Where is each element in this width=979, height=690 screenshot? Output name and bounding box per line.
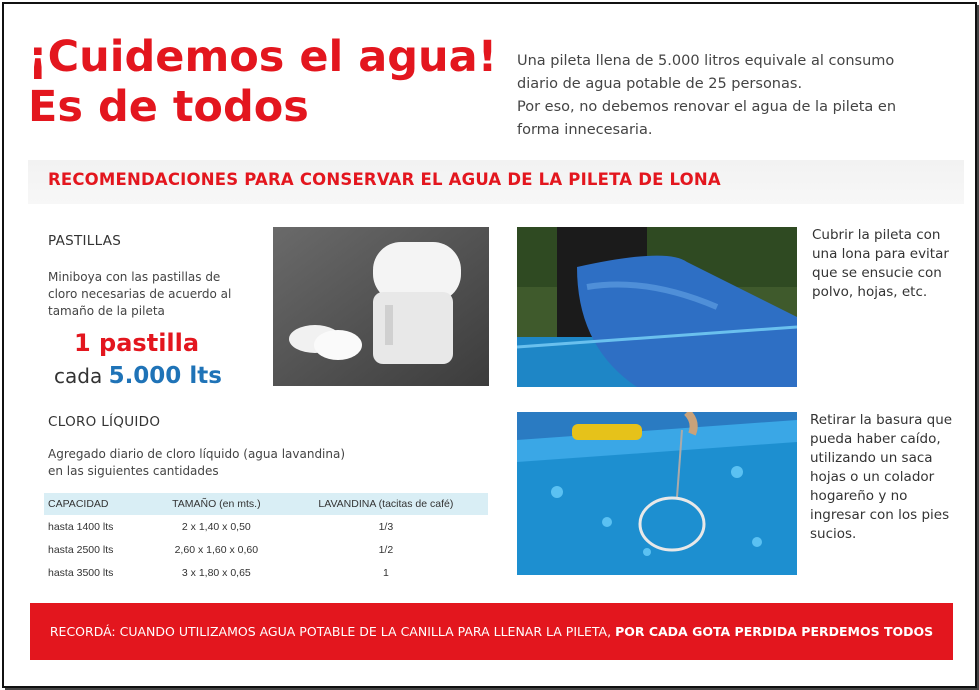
trash-line: hojas o un colador [810, 469, 935, 485]
reminder-normal: RECORDÁ: CUANDO UTILIZAMOS AGUA POTABLE DE LA CANILLA PARA LLENAR LA PILETA, [49, 624, 612, 639]
trash-line: Retirar la basura que [810, 412, 953, 428]
trash-instructions [810, 411, 952, 544]
trash-line: sucios. [810, 526, 857, 542]
col-tamano: TAMAÑO (en mts.) [149, 493, 284, 515]
intro-line: Por eso, no debemos renovar el agua de la pileta en [517, 99, 897, 115]
pastillas-desc-line: cloro necesarias de acuerdo al [48, 287, 232, 301]
trash-line: pueda haber caído, [810, 431, 941, 447]
col-lavandina: LAVANDINA (tacitas de café) [284, 493, 488, 515]
trash-line: utilizando un saca [810, 450, 933, 466]
trash-line: ingresar con los pies [810, 507, 950, 523]
table-cell: hasta 2500 lts [48, 543, 114, 556]
intro-line: diario de agua potable de 25 personas. [517, 76, 803, 92]
cover-line: polvo, hojas, etc. [812, 284, 928, 300]
cover-instructions [812, 226, 949, 302]
amount-value: 5.000 lts [108, 363, 222, 389]
cloro-heading: CLORO LÍQUIDO [48, 414, 161, 430]
table-cell: 1 [382, 566, 389, 579]
cover-pool-photo [517, 227, 797, 387]
cloro-desc-line: Agregado diario de cloro líquido (agua lavandina) [48, 447, 346, 461]
cloro-description [48, 446, 345, 480]
table-cell: 3 x 1,80 x 0,65 [181, 566, 251, 579]
pastillas-desc-line: tamaño de la pileta [48, 304, 165, 318]
skimmer-pool-photo [517, 412, 797, 575]
pastilla-amount [54, 363, 222, 389]
table-header-row [44, 493, 488, 515]
pastillas-desc-line: Miniboya con las pastillas de [48, 270, 221, 284]
table-cell: hasta 1400 lts [48, 520, 114, 533]
table-row [44, 515, 488, 538]
reminder-bold: POR CADA GOTA PERDIDA PERDEMOS TODOS [615, 624, 934, 639]
cada-label: cada [54, 364, 103, 388]
trash-line: hogareño y no [810, 488, 908, 504]
table-cell: 2,60 x 1,60 x 0,60 [174, 543, 259, 556]
title-line-1: ¡Cuidemos el agua! [28, 32, 498, 82]
table-row [44, 538, 488, 561]
intro-line: forma innecesaria. [517, 122, 653, 138]
cover-line: una lona para evitar [812, 246, 949, 262]
intro-text [517, 50, 957, 142]
page-title [28, 32, 497, 132]
table-cell: 1/2 [378, 543, 394, 556]
table-cell: 2 x 1,40 x 0,50 [181, 520, 251, 533]
recommendations-title: RECOMENDACIONES PARA CONSERVAR EL AGUA DE LA PILETA DE LONA [48, 170, 721, 189]
pastilla-highlight: 1 pastilla [74, 329, 200, 357]
cover-line: Cubrir la pileta con [812, 227, 941, 243]
pastillas-description [48, 269, 231, 320]
reminder-banner [30, 603, 953, 660]
table-cell: hasta 3500 lts [48, 566, 114, 579]
pastillas-heading: PASTILLAS [48, 233, 122, 249]
table-cell: 1/3 [378, 520, 394, 533]
cover-line: que se ensucie con [812, 265, 942, 281]
col-capacidad: CAPACIDAD [44, 493, 149, 515]
table-row [44, 561, 488, 584]
capacity-table [44, 493, 488, 584]
title-line-2: Es de todos [28, 82, 309, 132]
chlorine-float-photo [273, 227, 489, 386]
cloro-desc-line: en las siguientes cantidades [48, 464, 219, 478]
intro-line: Una pileta llena de 5.000 litros equivale al consumo [517, 53, 895, 69]
